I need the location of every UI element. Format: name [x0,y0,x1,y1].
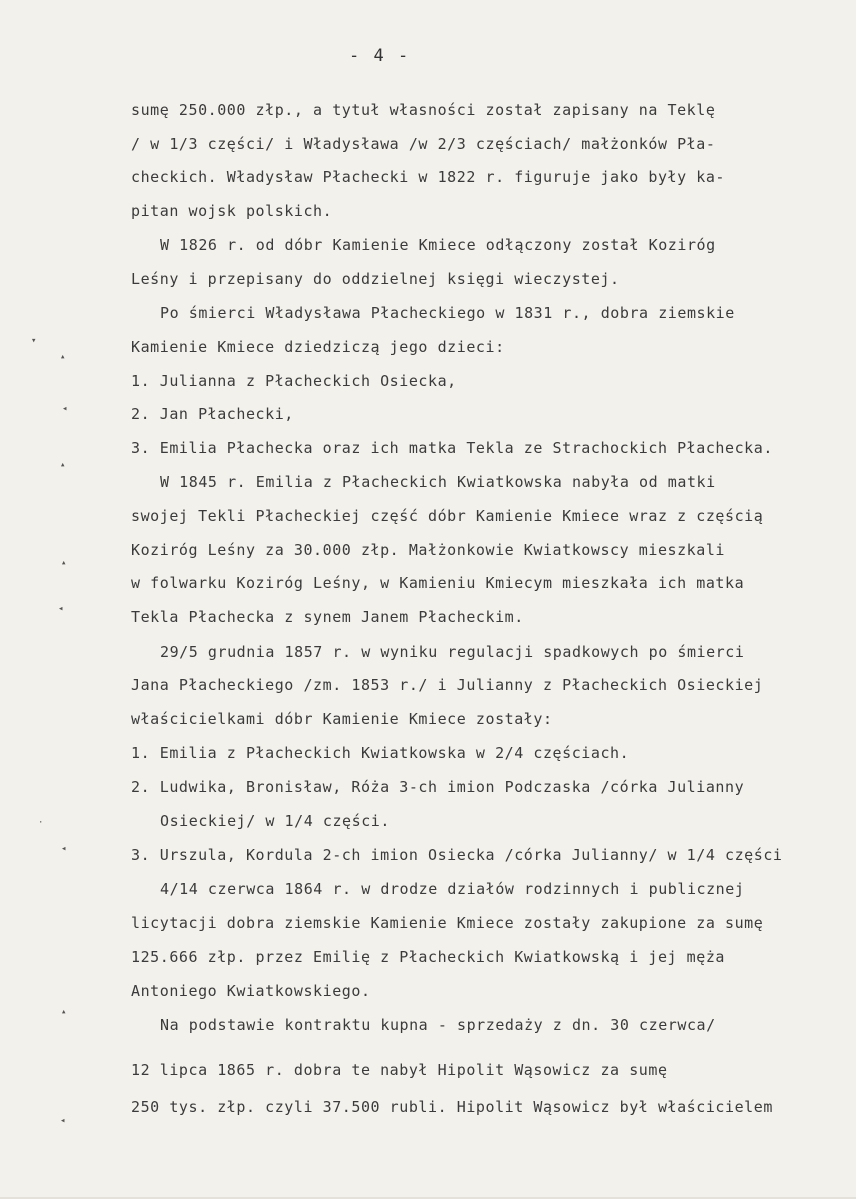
text-line: 250 tys. złp. czyli 37.500 rubli. Hipolit Wąsowicz był właścicielem [131,1098,773,1116]
text-line: checkich. Władysław Płachecki w 1822 r. figuruje jako były ka- [131,168,726,186]
text-line: Po śmierci Władysława Płacheckiego w 1831 r., dobra ziemskie [160,304,735,322]
text-line: 125.666 złp. przez Emilię z Płacheckich Kwiatkowską i jej męża [131,948,726,966]
text-line: Koziróg Leśny za 30.000 złp. Małżonkowie Kwiatkowscy mieszkali [131,541,726,559]
text-line: właścicielkami dóbr Kamienie Kmiece zostały: [131,710,553,728]
text-line: sumę 250.000 złp., a tytuł własności został zapisany na Teklę [131,101,716,119]
list-item: 3. Urszula, Kordula 2-ch imion Osiecka /córka Julianny/ w 1/4 części [131,846,783,864]
page-number: - 4 - [349,46,411,66]
text-line: 29/5 grudnia 1857 r. w wyniku regulacji spadkowych po śmierci [160,643,745,661]
margin-mark: ▴ [60,352,66,362]
text-line: licytacji dobra ziemskie Kamienie Kmiece zostały zakupione za sumę [131,914,764,932]
text-line: / w 1/3 części/ i Władysława /w 2/3 częściach/ małżonków Pła- [131,135,716,153]
text-line: Tekla Płachecka z synem Janem Płacheckim. [131,608,524,626]
margin-mark: ▾ [31,336,37,346]
text-line: 4/14 czerwca 1864 r. w drodze działów rodzinnych i publicznej [160,880,745,898]
list-item: 3. Emilia Płachecka oraz ich matka Tekla ze Strachockich Płachecka. [131,439,773,457]
text-line: Leśny i przepisany do oddzielnej księgi wieczystej. [131,270,620,288]
list-item: 2. Ludwika, Bronisław, Róża 3-ch imion Podczaska /córka Julianny [131,778,745,796]
text-line: Kamienie Kmiece dziedziczą jego dzieci: [131,338,505,356]
list-item: 1. Julianna z Płacheckich Osiecka, [131,372,457,390]
text-line: W 1826 r. od dóbr Kamienie Kmiece odłączony został Koziróg [160,236,716,254]
text-line: w folwarku Koziróg Leśny, w Kamieniu Kmiecym mieszkała ich matka [131,574,745,592]
text-line: swojej Tekli Płacheckiej część dóbr Kamienie Kmiece wraz z częścią [131,507,764,525]
margin-mark: ◂ [61,844,67,854]
text-line: 12 lipca 1865 r. dobra te nabył Hipolit Wąsowicz za sumę [131,1061,668,1079]
text-line: pitan wojsk polskich. [131,202,333,220]
text-line: Na podstawie kontraktu kupna - sprzedaży z dn. 30 czerwca/ [160,1016,716,1034]
margin-mark: ▴ [60,460,66,470]
text-line: Antoniego Kwiatkowskiego. [131,982,371,1000]
list-item: Osieckiej/ w 1/4 części. [160,812,390,830]
list-item: 1. Emilia z Płacheckich Kwiatkowska w 2/4 częściach. [131,744,630,762]
margin-mark: ▴ [61,558,67,568]
margin-mark: ▴ [61,1007,67,1017]
list-item: 2. Jan Płachecki, [131,405,294,423]
margin-mark: ◂ [62,404,68,414]
margin-mark: ◂ [60,1116,66,1126]
margin-mark: · [38,818,44,828]
margin-mark: ◂ [58,604,64,614]
text-line: W 1845 r. Emilia z Płacheckich Kwiatkowska nabyła od matki [160,473,716,491]
text-line: Jana Płacheckiego /zm. 1853 r./ i Julianny z Płacheckich Osieckiej [131,676,764,694]
